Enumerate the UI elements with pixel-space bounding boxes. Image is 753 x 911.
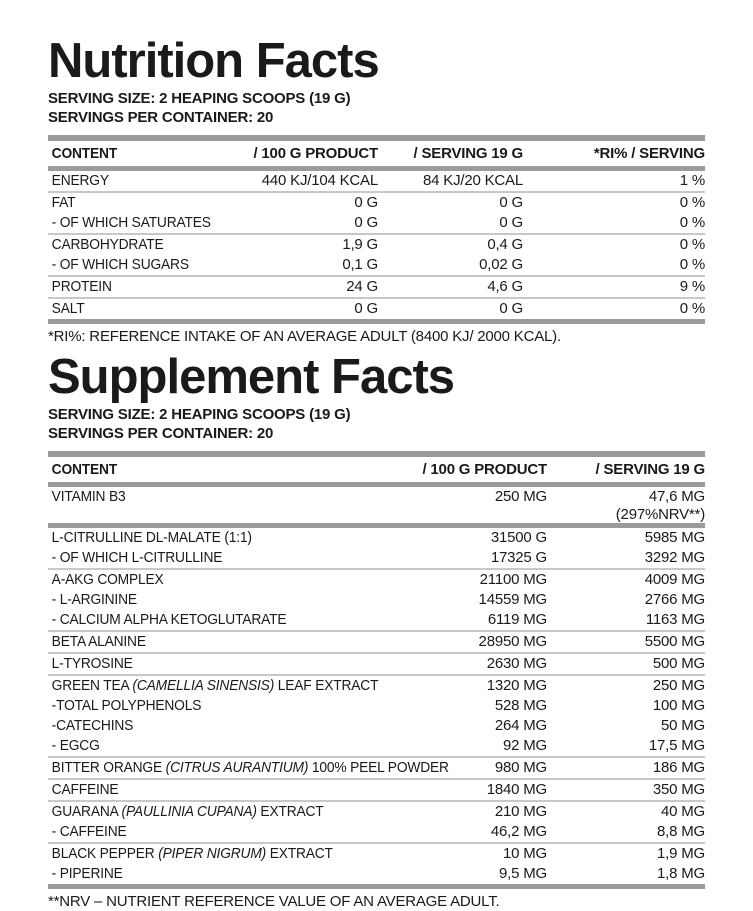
row-label — [48, 590, 369, 610]
table-row — [48, 570, 705, 590]
row-label-text: - EGCG — [51, 737, 100, 754]
table-row — [48, 610, 705, 630]
row-label — [48, 570, 369, 590]
row-label-text: GREEN TEA — [51, 677, 133, 694]
row-value-serving: 40 MG — [660, 803, 705, 820]
supplement-facts-section — [48, 350, 705, 911]
row-value-serving: 8,8 MG — [657, 823, 705, 840]
row-value-per100: 9,5 MG — [499, 865, 547, 882]
row-label-text: - L-ARGININE — [51, 591, 137, 608]
row-label-text: SALT — [51, 300, 85, 317]
row-value-serving: 1,8 MG — [657, 865, 705, 882]
row-value-per100: 92 MG — [502, 737, 547, 754]
header-ri-per-serving: *RI% / SERVING — [593, 145, 705, 162]
row-value-ri: 9 % — [679, 278, 705, 295]
row-label — [48, 758, 449, 778]
table-row — [48, 193, 705, 213]
row-value-per100: 250 MG — [494, 488, 547, 505]
row-value-per100: 46,2 MG — [490, 823, 547, 840]
row-value-serving: 17,5 MG — [648, 737, 705, 754]
row-label-text: ENERGY — [51, 172, 109, 189]
row-value-per100: 1320 MG — [486, 677, 547, 694]
row-label — [48, 299, 214, 319]
row-value-per100: 28950 MG — [478, 633, 547, 650]
row-label — [48, 780, 369, 800]
row-label-text: - CAFFEINE — [51, 823, 127, 840]
row-label — [48, 632, 369, 652]
row-value-serving: 186 MG — [652, 759, 705, 776]
row-label-text: CARBOHYDRATE — [51, 236, 164, 253]
supplement-table-body — [48, 487, 705, 884]
row-label-text: -CATECHINS — [51, 717, 134, 734]
row-value-ri: 1 % — [679, 172, 705, 189]
row-value-serving: 500 MG — [652, 655, 705, 672]
row-value-per100: 2630 MG — [486, 655, 547, 672]
row-label — [48, 235, 214, 255]
row-label-latin-name: (PIPER NIGRUM) — [158, 845, 267, 862]
row-label-latin-name: (CITRUS AURANTIUM) — [165, 759, 309, 776]
table-row — [48, 277, 705, 297]
row-value-ri: 0 % — [679, 300, 705, 317]
row-value-serving: 3292 MG — [644, 549, 705, 566]
table-row — [48, 213, 705, 233]
row-value-per100: 17325 G — [490, 549, 547, 566]
row-value-serving: 50 MG — [660, 717, 705, 734]
supplement-servings-per-container: SERVINGS PER CONTAINER: 20 — [48, 425, 274, 442]
row-label — [48, 802, 369, 822]
row-value-serving: 4,6 G — [487, 278, 523, 295]
row-label-text: PROTEIN — [51, 278, 112, 295]
row-label-text: CAFFEINE — [51, 781, 119, 798]
row-label-latin-name: (PAULLINIA CUPANA) — [121, 803, 257, 820]
row-value-serving: 350 MG — [652, 781, 705, 798]
header-content: CONTENT — [51, 461, 118, 478]
row-label-text: -TOTAL POLYPHENOLS — [51, 697, 202, 714]
row-label-text: EXTRACT — [266, 845, 333, 862]
row-label-text: VITAMIN B3 — [51, 488, 126, 505]
serving-nrv-note: (297%NRV**) — [615, 506, 705, 523]
row-label — [48, 255, 214, 275]
row-label-text: 100% PEEL POWDER — [308, 759, 449, 776]
table-row — [48, 171, 705, 191]
row-label — [48, 844, 369, 864]
row-value-serving: 84 KJ/20 KCAL — [423, 172, 523, 189]
row-value-per100: 31500 G — [490, 529, 547, 546]
row-value-per100: 24 G — [346, 278, 378, 295]
row-value-per100: 14559 MG — [478, 591, 547, 608]
row-label-text: A-AKG COMPLEX — [51, 571, 164, 588]
row-value-ri: 0 % — [679, 236, 705, 253]
header-serving: / SERVING 19 G — [595, 461, 705, 478]
row-value-serving: 0 G — [499, 194, 523, 211]
supplement-table-header-row — [48, 457, 705, 482]
table-row — [48, 487, 705, 523]
row-label — [48, 548, 369, 568]
nutrition-table-bottom-bar — [48, 319, 705, 324]
row-label — [48, 822, 369, 842]
row-label — [48, 213, 214, 233]
supplement-serving-size: SERVING SIZE: 2 HEAPING SCOOPS (19 G) — [48, 406, 351, 423]
row-value-serving: 100 MG — [652, 697, 705, 714]
row-value-per100: 0 G — [354, 194, 378, 211]
row-label-text: GUARANA — [51, 803, 122, 820]
table-row — [48, 654, 705, 674]
row-value-serving: 1,9 MG — [657, 845, 705, 862]
header-per-100g: / 100 G PRODUCT — [253, 145, 378, 162]
table-row — [48, 864, 705, 884]
table-row — [48, 235, 705, 255]
nutrition-facts-title: Nutrition Facts — [48, 34, 379, 88]
nutrition-serving-size: SERVING SIZE: 2 HEAPING SCOOPS (19 G) — [48, 90, 351, 107]
row-label-text: BETA ALANINE — [51, 633, 146, 650]
row-label — [48, 696, 369, 716]
row-label — [48, 171, 214, 191]
table-row — [48, 632, 705, 652]
table-row — [48, 822, 705, 842]
row-value-serving: 5500 MG — [644, 633, 705, 650]
row-label — [48, 654, 369, 674]
row-value-per100: 264 MG — [494, 717, 547, 734]
table-row — [48, 844, 705, 864]
row-label — [48, 676, 379, 696]
row-value-serving: 5985 MG — [644, 529, 705, 546]
row-label-text: - OF WHICH L-CITRULLINE — [51, 549, 223, 566]
row-value-per100: 1840 MG — [486, 781, 547, 798]
supplement-table-bottom-bar — [48, 884, 705, 889]
row-label-text: L-CITRULLINE DL-MALATE (1:1) — [51, 529, 252, 546]
row-value-serving: 47,6 MG (297%NRV**) — [547, 487, 705, 523]
row-value-ri: 0 % — [679, 194, 705, 211]
row-label — [48, 487, 369, 523]
header-per-100g: / 100 G PRODUCT — [422, 461, 547, 478]
row-label-text: - OF WHICH SUGARS — [51, 256, 189, 273]
nutrition-servings-per-container: SERVINGS PER CONTAINER: 20 — [48, 109, 274, 126]
row-value-ri: 0 % — [679, 214, 705, 231]
nutrition-table-header-row — [48, 141, 705, 166]
ri-footnote: *RI%: REFERENCE INTAKE OF AN AVERAGE ADULT (8400 KJ/ 2000 KCAL). — [48, 328, 561, 345]
row-label — [48, 193, 214, 213]
row-value-per100: 210 MG — [494, 803, 547, 820]
table-row — [48, 780, 705, 800]
header-content: CONTENT — [51, 145, 118, 162]
table-row — [48, 528, 705, 548]
row-label — [48, 736, 369, 756]
table-row — [48, 255, 705, 275]
nrv-footnote: **NRV – NUTRIENT REFERENCE VALUE OF AN AVERAGE ADULT. — [48, 893, 500, 910]
header-serving: / SERVING 19 G — [413, 145, 523, 162]
row-value-per100: 0 G — [354, 214, 378, 231]
row-value-serving: 0,02 G — [479, 256, 523, 273]
row-value-per100: 21100 MG — [479, 571, 547, 588]
table-row — [48, 676, 705, 696]
row-value-serving: 0 G — [499, 300, 523, 317]
row-label-latin-name: (CAMELLIA SINENSIS) — [132, 677, 275, 694]
row-value-per100: 440 KJ/104 KCAL — [261, 172, 378, 189]
row-label-text: LEAF EXTRACT — [274, 677, 379, 694]
row-label — [48, 716, 369, 736]
table-row — [48, 590, 705, 610]
row-value-serving: 4009 MG — [644, 571, 705, 588]
row-value-ri: 0 % — [679, 256, 705, 273]
row-label-text: BLACK PEPPER — [51, 845, 159, 862]
row-value-per100: 1,9 G — [342, 236, 378, 253]
table-row — [48, 758, 705, 778]
row-value-per100: 10 MG — [502, 845, 547, 862]
row-label — [48, 277, 214, 297]
row-value-serving: 250 MG — [652, 677, 705, 694]
nutrition-table-body — [48, 171, 705, 319]
row-value-per100: 6119 MG — [487, 611, 547, 628]
table-row — [48, 299, 705, 319]
row-value-serving: 1163 MG — [645, 611, 705, 628]
table-row — [48, 802, 705, 822]
row-label-text: EXTRACT — [256, 803, 324, 820]
row-value-serving: 2766 MG — [644, 591, 705, 608]
row-value-per100: 0 G — [354, 300, 378, 317]
table-row — [48, 696, 705, 716]
table-row — [48, 736, 705, 756]
row-value-per100: 528 MG — [494, 697, 547, 714]
row-label-text: - PIPERINE — [51, 865, 123, 882]
nutrition-facts-section — [48, 0, 705, 346]
row-value-per100: 980 MG — [494, 759, 547, 776]
row-value-serving: 0,4 G — [487, 236, 523, 253]
supplement-facts-title: Supplement Facts — [48, 350, 455, 404]
row-label-text: BITTER ORANGE — [51, 759, 166, 776]
table-row — [48, 548, 705, 568]
row-label-text: FAT — [51, 194, 76, 211]
row-label — [48, 864, 369, 884]
row-label-text: - OF WHICH SATURATES — [51, 214, 211, 231]
row-label-text: - CALCIUM ALPHA KETOGLUTARATE — [51, 611, 287, 628]
table-row — [48, 716, 705, 736]
row-value-per100: 0,1 G — [342, 256, 378, 273]
row-label-text: L-TYROSINE — [51, 655, 133, 672]
row-label — [48, 528, 369, 548]
row-value-serving: 0 G — [499, 214, 523, 231]
row-label — [48, 610, 369, 630]
